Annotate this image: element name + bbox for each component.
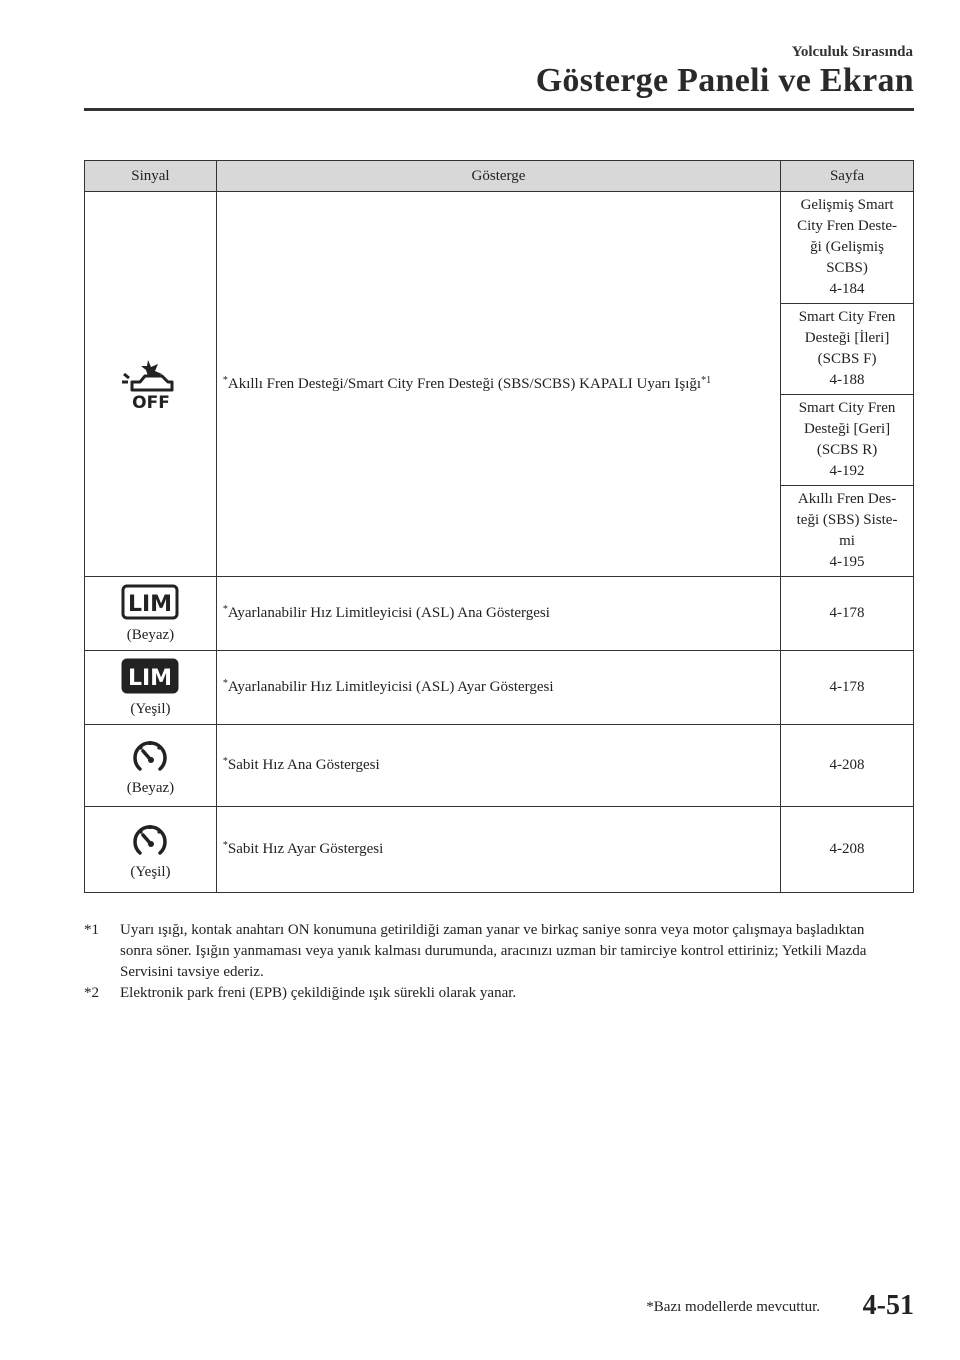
indicator-description: *Ayarlanabilir Hız Limitleyicisi (ASL) Ayar Göstergesi xyxy=(216,651,780,725)
page-title: Gösterge Paneli ve Ekran xyxy=(535,62,914,99)
table-row xyxy=(85,651,914,725)
svg-text:LIM: LIM xyxy=(128,591,173,617)
signal-cell xyxy=(85,577,217,651)
table-row xyxy=(85,725,914,807)
svg-text:OFF: OFF xyxy=(132,392,171,410)
page-reference: 4-208 xyxy=(781,807,914,893)
indicator-description: *Sabit Hız Ayar Göstergesi xyxy=(216,807,780,893)
indicator-description: *Akıllı Fren Desteği/Smart City Fren Desteği (SBS/SCBS) KAPALI Uyarı Işığı$^{*1}$ xyxy=(216,192,780,577)
page-number: 4-51 xyxy=(862,1290,914,1321)
signal-cell xyxy=(85,651,217,725)
footnote xyxy=(84,920,884,983)
page-reference: 4-178 xyxy=(781,577,914,651)
indicator-description: *Sabit Hız Ana Göstergesi xyxy=(216,725,780,807)
cruise-speedometer-icon xyxy=(130,819,170,862)
footnote-text: Uyarı ışığı, kontak anahtarı ON konumuna getirildiği zaman yanar ve birkaç saniye sonra veya motor çalışmaya başladıktan sonra söner. Işığın yanmaması veya yanık kalması durumunda, aracınızı uzman bir tamirciye kontrol ettiriniz; Yetkili Mazda Servisini tavsiye ederiz. xyxy=(120,922,867,980)
footnote xyxy=(84,983,884,1004)
footnote-mark: *2 xyxy=(84,985,99,1001)
page-reference: 4-208 xyxy=(781,725,914,807)
header-indicator: Gösterge xyxy=(216,161,780,192)
footnote-text: Elektronik park freni (EPB) çekildiğinde ışık sürekli olarak yanar. xyxy=(120,985,517,1001)
signal-cell xyxy=(85,725,217,807)
header-signal: Sinyal xyxy=(85,161,217,192)
availability-note: *Bazı modellerde mevcuttur. xyxy=(646,1299,820,1315)
header-page: Sayfa xyxy=(781,161,914,192)
color-label: (Yeşil) xyxy=(130,863,171,880)
svg-text:LIM: LIM xyxy=(128,665,173,691)
page-reference: 4-178 xyxy=(781,651,914,725)
page-reference: Akıllı Fren Des- teği (SBS) Siste- mi 4-195 xyxy=(781,486,914,577)
footnote-mark: *1 xyxy=(84,922,99,938)
page-reference: Smart City Fren Desteği [İleri] (SCBS F) 4-188 xyxy=(781,304,914,395)
table-row xyxy=(85,807,914,893)
footnotes xyxy=(84,920,884,1004)
page-reference: Smart City Fren Desteği [Geri] (SCBS R) 4-192 xyxy=(781,395,914,486)
color-label: (Yeşil) xyxy=(130,700,171,717)
color-label: (Beyaz) xyxy=(126,779,175,796)
section-title: Yolculuk Sırasında xyxy=(791,44,913,60)
table-row xyxy=(85,192,914,304)
lim-icon xyxy=(121,584,179,625)
color-label: (Beyaz) xyxy=(126,626,175,643)
page-reference: Gelişmiş Smart City Fren Deste- ği (Gelişmiş SCBS) 4-184 xyxy=(781,192,914,304)
table-header-row xyxy=(85,161,914,192)
header-divider xyxy=(84,108,914,111)
signal-cell xyxy=(85,192,217,577)
cruise-speedometer-icon xyxy=(130,735,170,778)
indicator-description: *Ayarlanabilir Hız Limitleyicisi (ASL) Ana Göstergesi xyxy=(216,577,780,651)
smart-city-brake-off-icon xyxy=(118,354,182,415)
signal-cell xyxy=(85,807,217,893)
table-row xyxy=(85,577,914,651)
indicator-table xyxy=(84,160,914,893)
lim-icon xyxy=(121,658,179,699)
